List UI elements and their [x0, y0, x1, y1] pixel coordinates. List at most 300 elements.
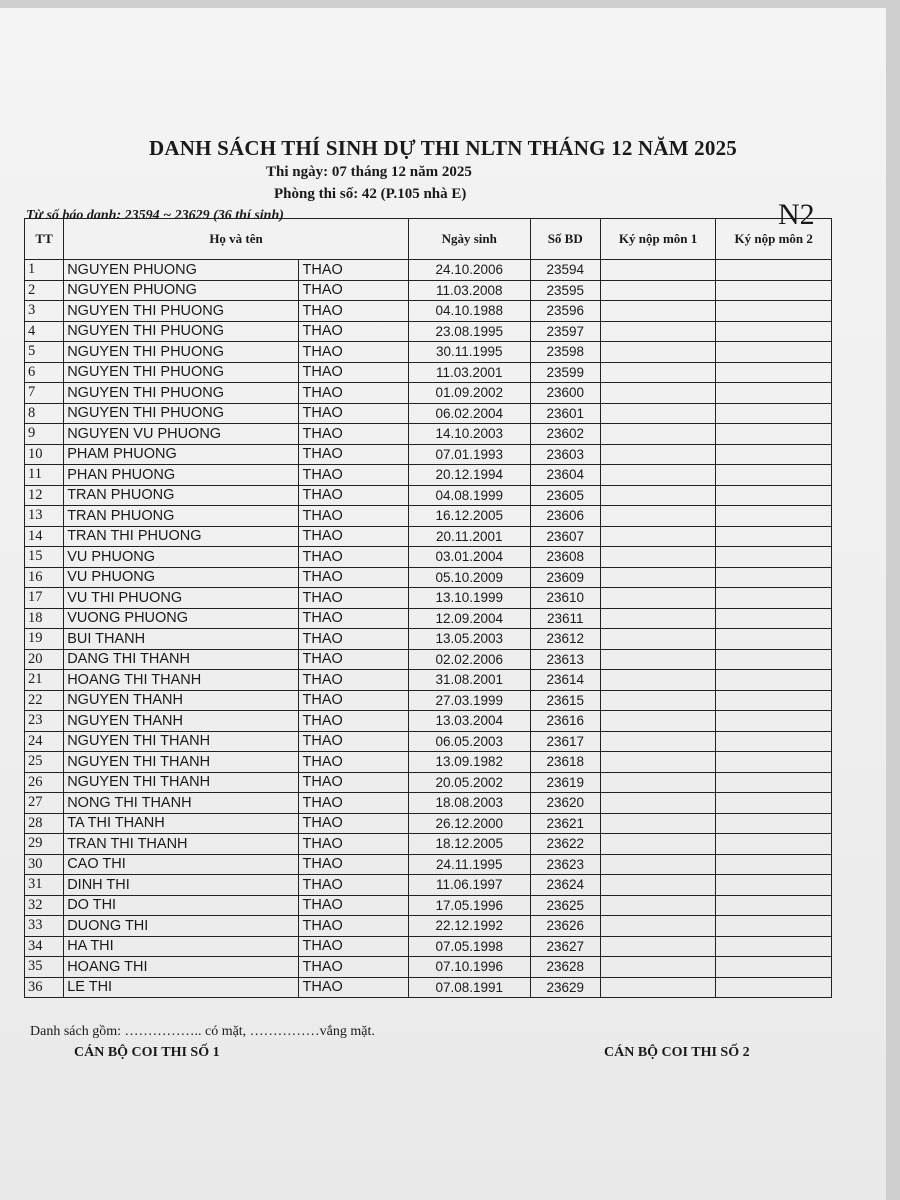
- dob-cell: 16.12.2005: [408, 506, 530, 527]
- candidate-number-cell: 23622: [530, 834, 600, 855]
- given-name-cell: THAO: [299, 936, 408, 957]
- surname-cell: TRAN PHUONG: [64, 506, 299, 527]
- table-row: [25, 895, 832, 916]
- surname-cell: NGUYEN PHUONG: [64, 280, 299, 301]
- exam-room: Phòng thi số: 42 (P.105 nhà E): [274, 186, 467, 202]
- signature-1-cell: [600, 567, 716, 588]
- row-number-cell: 35: [25, 957, 64, 978]
- given-name-cell: THAO: [299, 424, 408, 445]
- candidate-number-cell: 23615: [530, 690, 600, 711]
- surname-cell: HA THI: [64, 936, 299, 957]
- candidate-number-cell: 23616: [530, 711, 600, 732]
- table-row: [25, 916, 832, 937]
- candidate-number-cell: 23606: [530, 506, 600, 527]
- row-number-cell: 5: [25, 342, 64, 363]
- handwritten-tag: N2: [778, 198, 815, 231]
- dob-cell: 26.12.2000: [408, 813, 530, 834]
- signature-1-cell: [600, 854, 716, 875]
- header-tt: TT: [25, 219, 64, 260]
- signature-2-cell: [716, 465, 832, 486]
- signature-1-cell: [600, 301, 716, 322]
- dob-cell: 24.10.2006: [408, 260, 530, 281]
- table-row: [25, 875, 832, 896]
- signature-1-cell: [600, 731, 716, 752]
- signature-2-cell: [716, 916, 832, 937]
- signature-1-cell: [600, 383, 716, 404]
- signature-2-cell: [716, 895, 832, 916]
- signature-2-cell: [716, 506, 832, 527]
- candidate-number-cell: 23605: [530, 485, 600, 506]
- proctor-2-label: CÁN BỘ COI THI SỐ 2: [604, 1045, 750, 1060]
- dob-cell: 30.11.1995: [408, 342, 530, 363]
- signature-1-cell: [600, 547, 716, 568]
- row-number-cell: 4: [25, 321, 64, 342]
- signature-1-cell: [600, 362, 716, 383]
- signature-2-cell: [716, 608, 832, 629]
- row-number-cell: 33: [25, 916, 64, 937]
- given-name-cell: THAO: [299, 690, 408, 711]
- signature-1-cell: [600, 608, 716, 629]
- signature-1-cell: [600, 670, 716, 691]
- table-row: [25, 362, 832, 383]
- signature-2-cell: [716, 977, 832, 998]
- signature-2-cell: [716, 731, 832, 752]
- signature-1-cell: [600, 936, 716, 957]
- candidate-number-cell: 23598: [530, 342, 600, 363]
- dob-cell: 20.11.2001: [408, 526, 530, 547]
- surname-cell: TA THI THANH: [64, 813, 299, 834]
- dob-cell: 23.08.1995: [408, 321, 530, 342]
- row-number-cell: 17: [25, 588, 64, 609]
- signature-2-cell: [716, 793, 832, 814]
- candidate-number-cell: 23625: [530, 895, 600, 916]
- given-name-cell: THAO: [299, 301, 408, 322]
- signature-1-cell: [600, 444, 716, 465]
- table-row: [25, 670, 832, 691]
- table-row: [25, 280, 832, 301]
- dob-cell: 02.02.2006: [408, 649, 530, 670]
- signature-1-cell: [600, 793, 716, 814]
- surname-cell: LE THI: [64, 977, 299, 998]
- surname-cell: HOANG THI: [64, 957, 299, 978]
- table-row: [25, 854, 832, 875]
- signature-2-cell: [716, 383, 832, 404]
- signature-1-cell: [600, 752, 716, 773]
- table-row: [25, 772, 832, 793]
- candidate-number-cell: 23628: [530, 957, 600, 978]
- signature-2-cell: [716, 485, 832, 506]
- surname-cell: TRAN THI PHUONG: [64, 526, 299, 547]
- row-number-cell: 22: [25, 690, 64, 711]
- signature-2-cell: [716, 280, 832, 301]
- signature-2-cell: [716, 567, 832, 588]
- table-row: [25, 977, 832, 998]
- signature-2-cell: [716, 362, 832, 383]
- dob-cell: 01.09.2002: [408, 383, 530, 404]
- given-name-cell: THAO: [299, 588, 408, 609]
- candidate-number-cell: 23626: [530, 916, 600, 937]
- row-number-cell: 10: [25, 444, 64, 465]
- signature-2-cell: [716, 834, 832, 855]
- signature-1-cell: [600, 895, 716, 916]
- signature-2-cell: [716, 526, 832, 547]
- surname-cell: NGUYEN THI PHUONG: [64, 383, 299, 404]
- dob-cell: 13.09.1982: [408, 752, 530, 773]
- table-row: [25, 465, 832, 486]
- surname-cell: BUI THANH: [64, 629, 299, 650]
- signature-2-cell: [716, 629, 832, 650]
- row-number-cell: 14: [25, 526, 64, 547]
- given-name-cell: THAO: [299, 608, 408, 629]
- dob-cell: 14.10.2003: [408, 424, 530, 445]
- dob-cell: 04.08.1999: [408, 485, 530, 506]
- document-title: DANH SÁCH THÍ SINH DỰ THI NLTN THÁNG 12 NĂM 2025: [149, 136, 737, 160]
- signature-2-cell: [716, 424, 832, 445]
- table-row: [25, 834, 832, 855]
- dob-cell: 18.12.2005: [408, 834, 530, 855]
- table-row: [25, 957, 832, 978]
- dob-cell: 20.12.1994: [408, 465, 530, 486]
- dob-cell: 13.05.2003: [408, 629, 530, 650]
- given-name-cell: THAO: [299, 260, 408, 281]
- row-number-cell: 29: [25, 834, 64, 855]
- row-number-cell: 25: [25, 752, 64, 773]
- dob-cell: 13.03.2004: [408, 711, 530, 732]
- table-row: [25, 383, 832, 404]
- signature-1-cell: [600, 629, 716, 650]
- given-name-cell: THAO: [299, 465, 408, 486]
- candidate-number-cell: 23629: [530, 977, 600, 998]
- signature-1-cell: [600, 916, 716, 937]
- candidate-table: [24, 218, 832, 998]
- dob-cell: 22.12.1992: [408, 916, 530, 937]
- signature-2-cell: [716, 854, 832, 875]
- row-number-cell: 20: [25, 649, 64, 670]
- given-name-cell: THAO: [299, 567, 408, 588]
- dob-cell: 13.10.1999: [408, 588, 530, 609]
- given-name-cell: THAO: [299, 813, 408, 834]
- signature-2-cell: [716, 649, 832, 670]
- row-number-cell: 26: [25, 772, 64, 793]
- given-name-cell: THAO: [299, 977, 408, 998]
- surname-cell: DUONG THI: [64, 916, 299, 937]
- dob-cell: 27.03.1999: [408, 690, 530, 711]
- table-row: [25, 649, 832, 670]
- candidate-number-cell: 23602: [530, 424, 600, 445]
- dob-cell: 07.08.1991: [408, 977, 530, 998]
- candidate-number-cell: 23621: [530, 813, 600, 834]
- table-row: [25, 403, 832, 424]
- candidate-number-cell: 23600: [530, 383, 600, 404]
- dob-cell: 31.08.2001: [408, 670, 530, 691]
- candidate-range: Từ số báo danh: 23594 ~ 23629 (36 thí sinh): [26, 208, 284, 223]
- candidate-number-cell: 23596: [530, 301, 600, 322]
- table-row: [25, 301, 832, 322]
- table-row: [25, 690, 832, 711]
- row-number-cell: 16: [25, 567, 64, 588]
- candidate-number-cell: 23613: [530, 649, 600, 670]
- row-number-cell: 34: [25, 936, 64, 957]
- surname-cell: NGUYEN THI THANH: [64, 772, 299, 793]
- row-number-cell: 36: [25, 977, 64, 998]
- candidate-number-cell: 23614: [530, 670, 600, 691]
- given-name-cell: THAO: [299, 711, 408, 732]
- surname-cell: DANG THI THANH: [64, 649, 299, 670]
- signature-1-cell: [600, 875, 716, 896]
- table-row: [25, 813, 832, 834]
- row-number-cell: 1: [25, 260, 64, 281]
- table-row: [25, 424, 832, 445]
- surname-cell: NONG THI THANH: [64, 793, 299, 814]
- candidate-number-cell: 23612: [530, 629, 600, 650]
- table-row: [25, 444, 832, 465]
- header-sbd: Số BD: [530, 219, 600, 260]
- signature-1-cell: [600, 260, 716, 281]
- candidate-number-cell: 23608: [530, 547, 600, 568]
- given-name-cell: THAO: [299, 506, 408, 527]
- given-name-cell: THAO: [299, 731, 408, 752]
- candidate-number-cell: 23623: [530, 854, 600, 875]
- given-name-cell: THAO: [299, 916, 408, 937]
- row-number-cell: 27: [25, 793, 64, 814]
- table-row: [25, 629, 832, 650]
- candidate-number-cell: 23617: [530, 731, 600, 752]
- signature-1-cell: [600, 526, 716, 547]
- signature-2-cell: [716, 711, 832, 732]
- dob-cell: 03.01.2004: [408, 547, 530, 568]
- dob-cell: 07.01.1993: [408, 444, 530, 465]
- signature-1-cell: [600, 485, 716, 506]
- signature-1-cell: [600, 465, 716, 486]
- signature-2-cell: [716, 588, 832, 609]
- given-name-cell: THAO: [299, 342, 408, 363]
- signature-1-cell: [600, 977, 716, 998]
- dob-cell: 04.10.1988: [408, 301, 530, 322]
- row-number-cell: 13: [25, 506, 64, 527]
- table-row: [25, 567, 832, 588]
- candidate-number-cell: 23597: [530, 321, 600, 342]
- dob-cell: 12.09.2004: [408, 608, 530, 629]
- given-name-cell: THAO: [299, 772, 408, 793]
- given-name-cell: THAO: [299, 280, 408, 301]
- given-name-cell: THAO: [299, 526, 408, 547]
- row-number-cell: 18: [25, 608, 64, 629]
- surname-cell: TRAN PHUONG: [64, 485, 299, 506]
- candidate-number-cell: 23595: [530, 280, 600, 301]
- row-number-cell: 24: [25, 731, 64, 752]
- table-row: [25, 260, 832, 281]
- surname-cell: DINH THI: [64, 875, 299, 896]
- table-row: [25, 321, 832, 342]
- table-row: [25, 752, 832, 773]
- row-number-cell: 32: [25, 895, 64, 916]
- dob-cell: 06.02.2004: [408, 403, 530, 424]
- given-name-cell: THAO: [299, 362, 408, 383]
- surname-cell: CAO THI: [64, 854, 299, 875]
- signature-2-cell: [716, 444, 832, 465]
- candidate-number-cell: 23603: [530, 444, 600, 465]
- header-name: Họ và tên: [64, 219, 409, 260]
- table-row: [25, 588, 832, 609]
- given-name-cell: THAO: [299, 321, 408, 342]
- table-row: [25, 608, 832, 629]
- row-number-cell: 6: [25, 362, 64, 383]
- row-number-cell: 30: [25, 854, 64, 875]
- signature-1-cell: [600, 321, 716, 342]
- surname-cell: HOANG THI THANH: [64, 670, 299, 691]
- candidate-number-cell: 23609: [530, 567, 600, 588]
- candidate-number-cell: 23618: [530, 752, 600, 773]
- dob-cell: 18.08.2003: [408, 793, 530, 814]
- table-row: [25, 936, 832, 957]
- candidate-number-cell: 23624: [530, 875, 600, 896]
- given-name-cell: THAO: [299, 670, 408, 691]
- signature-2-cell: [716, 875, 832, 896]
- dob-cell: 05.10.2009: [408, 567, 530, 588]
- row-number-cell: 28: [25, 813, 64, 834]
- candidate-number-cell: 23610: [530, 588, 600, 609]
- table-row: [25, 547, 832, 568]
- given-name-cell: THAO: [299, 383, 408, 404]
- header-dob: Ngày sinh: [408, 219, 530, 260]
- signature-2-cell: [716, 957, 832, 978]
- signature-1-cell: [600, 772, 716, 793]
- surname-cell: NGUYEN THI THANH: [64, 731, 299, 752]
- table-row: [25, 793, 832, 814]
- table-row: [25, 485, 832, 506]
- table-body: [25, 260, 832, 998]
- given-name-cell: THAO: [299, 485, 408, 506]
- dob-cell: 11.06.1997: [408, 875, 530, 896]
- surname-cell: NGUYEN THI PHUONG: [64, 362, 299, 383]
- dob-cell: 11.03.2001: [408, 362, 530, 383]
- table-row: [25, 526, 832, 547]
- surname-cell: VU THI PHUONG: [64, 588, 299, 609]
- surname-cell: DO THI: [64, 895, 299, 916]
- row-number-cell: 9: [25, 424, 64, 445]
- signature-1-cell: [600, 403, 716, 424]
- given-name-cell: THAO: [299, 895, 408, 916]
- dob-cell: 20.05.2002: [408, 772, 530, 793]
- row-number-cell: 3: [25, 301, 64, 322]
- signature-2-cell: [716, 772, 832, 793]
- surname-cell: PHAM PHUONG: [64, 444, 299, 465]
- row-number-cell: 7: [25, 383, 64, 404]
- signature-1-cell: [600, 834, 716, 855]
- candidate-number-cell: 23594: [530, 260, 600, 281]
- row-number-cell: 2: [25, 280, 64, 301]
- signature-2-cell: [716, 547, 832, 568]
- row-number-cell: 11: [25, 465, 64, 486]
- surname-cell: NGUYEN THANH: [64, 690, 299, 711]
- surname-cell: NGUYEN PHUONG: [64, 260, 299, 281]
- row-number-cell: 31: [25, 875, 64, 896]
- exam-date: Thi ngày: 07 tháng 12 năm 2025: [266, 164, 472, 180]
- signature-2-cell: [716, 690, 832, 711]
- given-name-cell: THAO: [299, 649, 408, 670]
- surname-cell: NGUYEN THI THANH: [64, 752, 299, 773]
- candidate-number-cell: 23627: [530, 936, 600, 957]
- dob-cell: 06.05.2003: [408, 731, 530, 752]
- signature-2-cell: [716, 813, 832, 834]
- row-number-cell: 19: [25, 629, 64, 650]
- table-header-row: [25, 219, 832, 260]
- signature-1-cell: [600, 649, 716, 670]
- surname-cell: NGUYEN THI PHUONG: [64, 301, 299, 322]
- dob-cell: 07.10.1996: [408, 957, 530, 978]
- candidate-number-cell: 23599: [530, 362, 600, 383]
- signature-1-cell: [600, 690, 716, 711]
- candidate-number-cell: 23604: [530, 465, 600, 486]
- signature-1-cell: [600, 711, 716, 732]
- surname-cell: PHAN PHUONG: [64, 465, 299, 486]
- signature-1-cell: [600, 506, 716, 527]
- row-number-cell: 23: [25, 711, 64, 732]
- table-row: [25, 342, 832, 363]
- signature-1-cell: [600, 588, 716, 609]
- table-row: [25, 711, 832, 732]
- given-name-cell: THAO: [299, 875, 408, 896]
- surname-cell: NGUYEN THI PHUONG: [64, 403, 299, 424]
- given-name-cell: THAO: [299, 629, 408, 650]
- dob-cell: 17.05.1996: [408, 895, 530, 916]
- dob-cell: 24.11.1995: [408, 854, 530, 875]
- signature-1-cell: [600, 424, 716, 445]
- signature-1-cell: [600, 280, 716, 301]
- signature-1-cell: [600, 813, 716, 834]
- row-number-cell: 21: [25, 670, 64, 691]
- given-name-cell: THAO: [299, 834, 408, 855]
- header-sign1: Ký nộp môn 1: [600, 219, 716, 260]
- surname-cell: VU PHUONG: [64, 567, 299, 588]
- row-number-cell: 8: [25, 403, 64, 424]
- candidate-number-cell: 23620: [530, 793, 600, 814]
- candidate-number-cell: 23601: [530, 403, 600, 424]
- table-row: [25, 731, 832, 752]
- signature-2-cell: [716, 260, 832, 281]
- surname-cell: VU PHUONG: [64, 547, 299, 568]
- row-number-cell: 15: [25, 547, 64, 568]
- signature-2-cell: [716, 403, 832, 424]
- surname-cell: NGUYEN THI PHUONG: [64, 321, 299, 342]
- given-name-cell: THAO: [299, 957, 408, 978]
- signature-2-cell: [716, 670, 832, 691]
- candidate-number-cell: 23611: [530, 608, 600, 629]
- signature-2-cell: [716, 321, 832, 342]
- attendance-summary: Danh sách gồm: …………….. có mặt, ……………vắng mặt.: [30, 1024, 375, 1039]
- surname-cell: NGUYEN THANH: [64, 711, 299, 732]
- dob-cell: 07.05.1998: [408, 936, 530, 957]
- given-name-cell: THAO: [299, 854, 408, 875]
- given-name-cell: THAO: [299, 547, 408, 568]
- candidate-number-cell: 23607: [530, 526, 600, 547]
- given-name-cell: THAO: [299, 793, 408, 814]
- surname-cell: NGUYEN VU PHUONG: [64, 424, 299, 445]
- surname-cell: TRAN THI THANH: [64, 834, 299, 855]
- header-sign2: Ký nộp môn 2: [716, 219, 832, 260]
- table-row: [25, 506, 832, 527]
- signature-2-cell: [716, 301, 832, 322]
- signature-1-cell: [600, 342, 716, 363]
- signature-2-cell: [716, 752, 832, 773]
- candidate-number-cell: 23619: [530, 772, 600, 793]
- given-name-cell: THAO: [299, 403, 408, 424]
- signature-1-cell: [600, 957, 716, 978]
- proctor-1-label: CÁN BỘ COI THI SỐ 1: [74, 1045, 220, 1060]
- row-number-cell: 12: [25, 485, 64, 506]
- dob-cell: 11.03.2008: [408, 280, 530, 301]
- signature-2-cell: [716, 936, 832, 957]
